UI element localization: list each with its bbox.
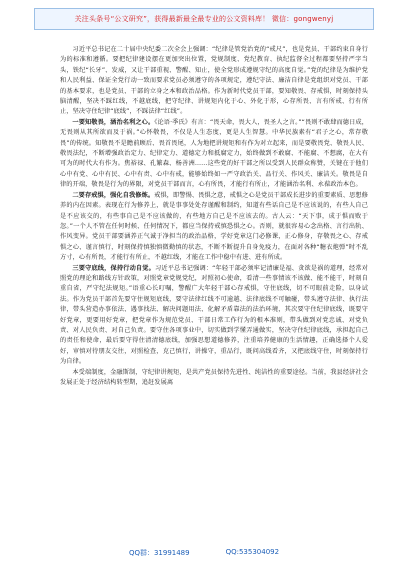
promo-banner[interactable] — [34, 8, 374, 30]
footer-qq: QQ:535304092 — [225, 548, 280, 556]
paragraph-section-1: 一要知敬畏，涵治名利之心。《论语·季氏》有言：“畏天命，畏大人，畏圣人之言。”“畏则不敢肆而德日成，无畏则从其所欲而及于祸。”心怀敬畏，不仅是人生态度，更是人生智慧。中华民族素有“君子之心，常存敬畏”的传统。知敬畏不是瞻前顾后、畏首畏尾，人为地把讲规矩和有作为对立起来，而是要敬畏党、敬畏人民、敬畏法纪，不断增强政治定力、纪律定力、道德定力和抵腐定力，始终做到不敢腐、不能腐、不想腐，在大有可为的时代大有作为。焦裕禄、孔繁森、杨善洲……这些党的好干部之所以受到人民群众称赞，关键在于他们心中有党、心中有民、心中有责、心中有戒，能够始终如一严守政治关、品行关、作风关、廉洁关。敬畏是自律的开端，敬畏是行为的界限，对党员干部而言，心有所畏，才能行有所止，才能涵治名利、永葆政治本色。 — [60, 118, 368, 189]
footer — [0, 548, 408, 562]
footer-qq-group: QQ群：31991489 — [128, 549, 190, 557]
section-heading-1: 一要知敬畏，涵治名利之心。 — [72, 118, 155, 126]
paragraph-intro: 习近平总书记在二十届中央纪委二次全会上强调：“纪律是管党治党的“戒尺”，也是党员、干部约束自身行为的标准和遵循。要把纪律建设摆在更加突出位置，党规制度、党纪教育、执纪监督全过程都要坚持严字当头，铁纪“长牙”、发威，又让干部重视、警醒、知止，使全党形成遵规守纪的高度自觉。”党的纪律是为维护党和人民利益、保证全党行动一致而要求党员必须遵守的各项规定，遵纪守法、廉洁自律是党组织对党员、干部的基本要求，也是党员、干部的立身之本和政治品格。作为新时代党员干部，要知敬畏、存戒惧，时刻保持头脑清醒，坚决不踩红线，不越底线，把守纪律、讲规矩内化于心、外化于形，心存所畏、言有所戒、行有所止，坚决守住纪律“底线”，不踩法律“红线”。 — [60, 46, 368, 116]
paragraph-section-2: 二要存戒惧，强化自我修炼。戒惧，即警惕、畏惧之意，戒惧之心是党员干部成长进步的重要素质、思想修养的内在因素。表现在行为修养上，就是事事处处存谨醒和制约，知道有些话自己是不应该说的，有些人自己是不应该交的，有些事自己是不应该做的，有些地方自己是不应该去的。古人云：“天下事，成于惧而败于忽。”一个人不管在任何时候、任何情况下，都应当保持戒慎恐惧之心。否则，就很容易心念出格、言行出轨、作风变异。党员干部要涵养正气诚于净担当的政治品格，学好党章这门必修课，正心修身，存敬畏之心、存戒惧之心、谨言慎行，时刻保持慎独慎微勤慎的状态，不断不断提升自身免疫力，在面对各种“糖衣炮弹”时不乱方寸，心有所畏，才能行有所止，不越红线，才能在工作中稳中有进、进有所成。 — [60, 191, 368, 262]
promo-banner-link[interactable]: 关注头条号“公文研究”，获得最新最全最专业的公文资料库！ 微信：gongwenyj — [74, 15, 334, 23]
paragraph-section-3: 三要守底线，保持行动自觉。习近平总书记强调：“年轻干部必须牢记清廉是福、贪欲是祸的道理，经常对照党的理论和路线方针政策，对照党章党规党纪，对照初心使命，看清一些事情该不该做、能不能干，时刻自重自省，严守纪法规矩。”语重心长叮嘱，警醒广大年轻干部心存戒惧，守住底线，切不可眼前走险，以身试法。作为党员干部首先要守住规矩底线，要守法律红线不可逾越、法律底线不可触碰，带头遵守法律、执行法律，带头营造办事依法、遇事找法、解决问题用法、化解矛盾靠法的法治环境，其次要守住纪律底线，既要守好党章，更要用好党章，把党章作为规范党员、干部日常工作行为的根本准则，带头做到对党忠诚、对党负责、对人民负责、对自己负责。要守住各项事业中，切实做到学懂弄通做实，坚决守住纪律底线，承担起自己的责任和使命，最后要守得住清清德底线，加强思想道德修养，注重培养健康的生活情趣，正确选择个人爱好，审慎对待朋友交往，对照检查，克己慎行，讲操守，重品行，既问高线看齐，又把底线守住，时刻保持行为自律。 — [60, 264, 368, 366]
paragraph-conclusion: 本受端制度，金融斯制，守纪律讲规矩，是共产党员保持先进性、纯洁性的重要途径。当前，我县经济社会发展正处于经济结构转型期，追赶发展离 — [60, 368, 368, 386]
document-body — [60, 45, 368, 388]
section-heading-2: 二要存戒惧，强化自我修炼。 — [72, 191, 155, 199]
section-heading-3: 三要守底线，保持行动自觉。 — [72, 264, 155, 272]
